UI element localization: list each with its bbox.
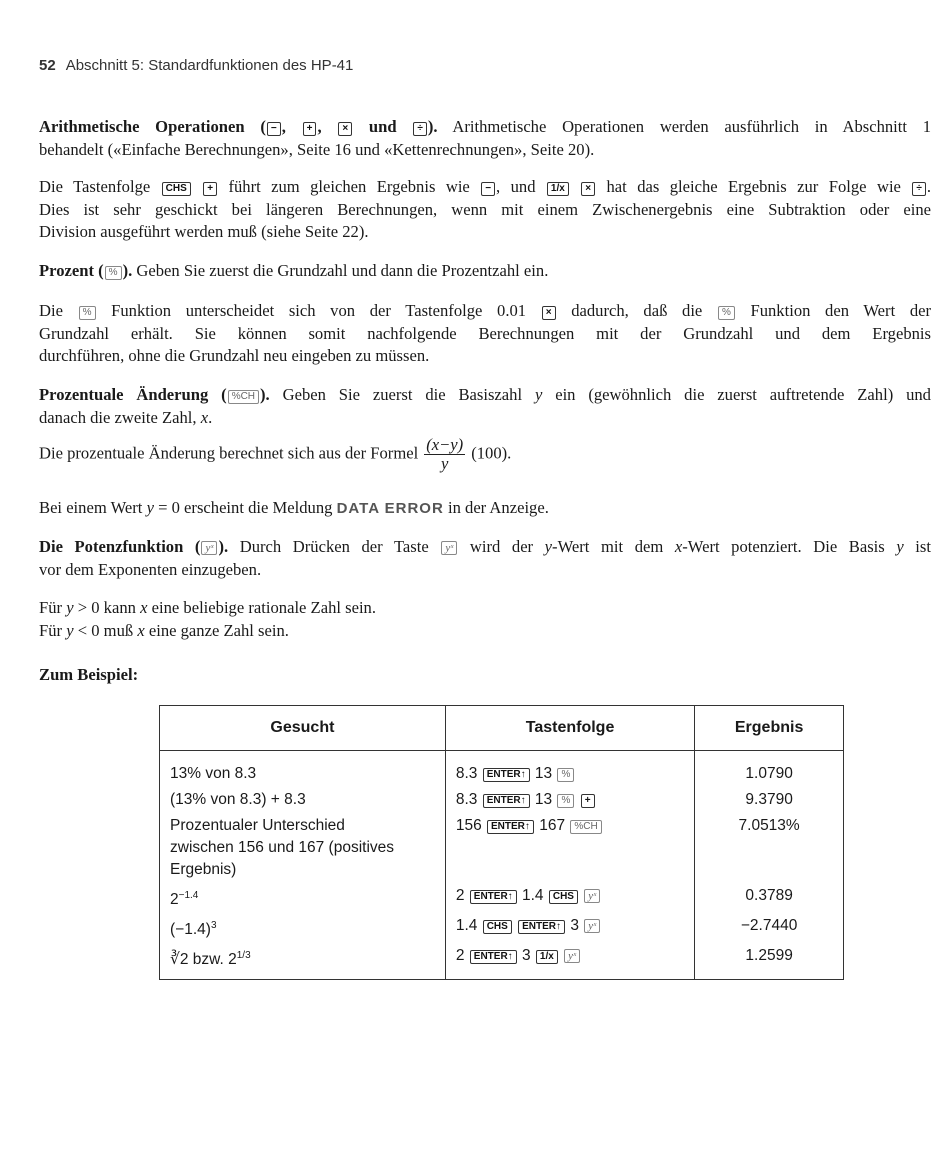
section-title: Abschnitt 5: Standardfunktionen des HP-41 — [65, 57, 354, 74]
table-header-row — [160, 706, 844, 751]
chs-key: CHS — [483, 920, 512, 934]
power-key: yˣ — [584, 919, 600, 933]
plus-key: + — [581, 794, 595, 808]
percent-key: % — [79, 306, 96, 320]
times-key: × — [338, 122, 352, 136]
header-gesucht: Gesucht — [160, 706, 446, 751]
page-number: 52 — [39, 57, 56, 74]
power-key: yˣ — [441, 541, 457, 555]
percent-change-key: %CH — [570, 820, 601, 834]
table-row: ∛2 bzw. $2^{1/3}$ 2 ENTER↑ 3 1/x yˣ 1.2599 — [160, 943, 844, 980]
table-row: (13% von 8.3) + 8.3 8.3 ENTER↑ 13 % + 9.3790 — [160, 787, 844, 813]
percent-key: % — [718, 306, 735, 320]
divide-key: ÷ — [413, 122, 427, 136]
percent-key: % — [105, 266, 122, 280]
enter-key: ENTER↑ — [483, 768, 530, 782]
heading-percent-change: Prozentuale Änderung — [39, 385, 209, 404]
paragraph-key-sequence: Die Tastenfolge CHS + führt zum gleichen Ergebnis wie − , und 1/x × hat das gleiche Ergebnis zur Folge wie ÷ . Dies ist sehr geschickt bei längeren Berechnungen, wenn mit einem Zwischenergebnis eine Subtraktion oder eine Division ausgeführt werden muß (siehe Seite 22). — [39, 177, 931, 241]
paragraph-percent-detail: Die % Funktion unterscheidet sich von der Tastenfolge 0.01 × dadurch, daß die % Funktion den Wert der Grundzahl erhält. Sie können somit nachfolgende Berechnungen mit der Grundzahl und dem Ergebnis durchführen, ohne die Grundzahl neu eingeben zu müssen. — [39, 301, 932, 365]
minus-key: − — [481, 182, 495, 196]
times-key: × — [581, 182, 595, 196]
power-key: yˣ — [584, 889, 600, 903]
table-row: 13% von 8.3 8.3 ENTER↑ 13 % 1.0790 — [160, 751, 844, 788]
minus-key: − — [267, 122, 281, 136]
paragraph-percent-change: Prozentuale Änderung ( %CH ). Geben Sie zuerst die Basiszahl y ein (gewöhnlich die zuerst auftretende Zahl) und danach die zweite Zahl, x. — [39, 385, 931, 427]
paragraph-arithmetic: Arithmetische Operationen ( − , + , × und ÷ ). Arithmetische Operationen werden ausführlich in Abschnitt 1 behandelt («Einfache Berechnungen», Seite 16 und «Kettenrechnungen», Seite 20). — [39, 117, 932, 159]
formula-line: Die prozentuale Änderung berechnet sich aus der Formel $\frac{(x-y)}{y}$ (100). — [39, 435, 512, 473]
reciprocal-key: 1/x — [536, 950, 558, 964]
power-key: yˣ — [564, 949, 580, 963]
heading-arithmetic: Arithmetische Operationen — [39, 117, 245, 136]
plus-key: + — [203, 182, 217, 196]
table-row: $2^{-1.4}$ 2 ENTER↑ 1.4 CHS yˣ 0.3789 — [160, 883, 844, 913]
paragraph-data-error: Bei einem Wert y = 0 erscheint die Meldung DATA ERROR in der Anzeige. — [39, 498, 549, 517]
reciprocal-key: 1/x — [547, 182, 569, 196]
table-row: $(-1.4)^3$ 1.4 CHS ENTER↑ 3 yˣ −2.7440 — [160, 913, 844, 943]
percent-key: % — [557, 768, 574, 782]
enter-key: ENTER↑ — [483, 794, 530, 808]
table-row: Prozentualer Unterschied zwischen 156 und 167 (positives Ergebnis) 156 ENTER↑ 167 %CH 7.0513% — [160, 813, 844, 883]
enter-key: ENTER↑ — [470, 950, 517, 964]
heading-percent: Prozent — [39, 261, 94, 280]
power-key: yˣ — [201, 541, 217, 555]
running-head — [39, 57, 353, 74]
enter-key: ENTER↑ — [518, 920, 565, 934]
plus-key: + — [303, 122, 317, 136]
formula-fraction: $\frac{(x-y)}{y}$ — [426, 435, 464, 473]
header-ergebnis: Ergebnis — [695, 706, 844, 751]
enter-key: ENTER↑ — [470, 890, 517, 904]
chs-key: CHS — [162, 182, 191, 196]
paragraph-percent: Prozent ( % ). Geben Sie zuerst die Grundzahl und dann die Prozentzahl ein. — [39, 261, 549, 280]
divide-key: ÷ — [912, 182, 926, 196]
display-message: DATA ERROR — [336, 500, 444, 517]
paragraph-power-function: Die Potenzfunktion ( yˣ ). Durch Drücken der Taste yˣ wird der y-Wert mit dem x-Wert potenziert. Die Basis y ist vor dem Exponenten einzugeben. — [39, 537, 931, 579]
percent-change-key: %CH — [228, 390, 259, 404]
example-table — [159, 705, 844, 980]
percent-key: % — [557, 794, 574, 808]
times-key: × — [542, 306, 556, 320]
heading-power-function: Die Potenzfunktion — [39, 537, 184, 556]
example-heading: Zum Beispiel: — [39, 665, 139, 684]
enter-key: ENTER↑ — [487, 820, 534, 834]
header-tastenfolge: Tastenfolge — [445, 706, 694, 751]
paragraph-conditions: Für y > 0 kann x eine beliebige rationale Zahl sein. Für y < 0 muß x eine ganze Zahl sein. — [39, 598, 376, 640]
chs-key: CHS — [549, 890, 578, 904]
